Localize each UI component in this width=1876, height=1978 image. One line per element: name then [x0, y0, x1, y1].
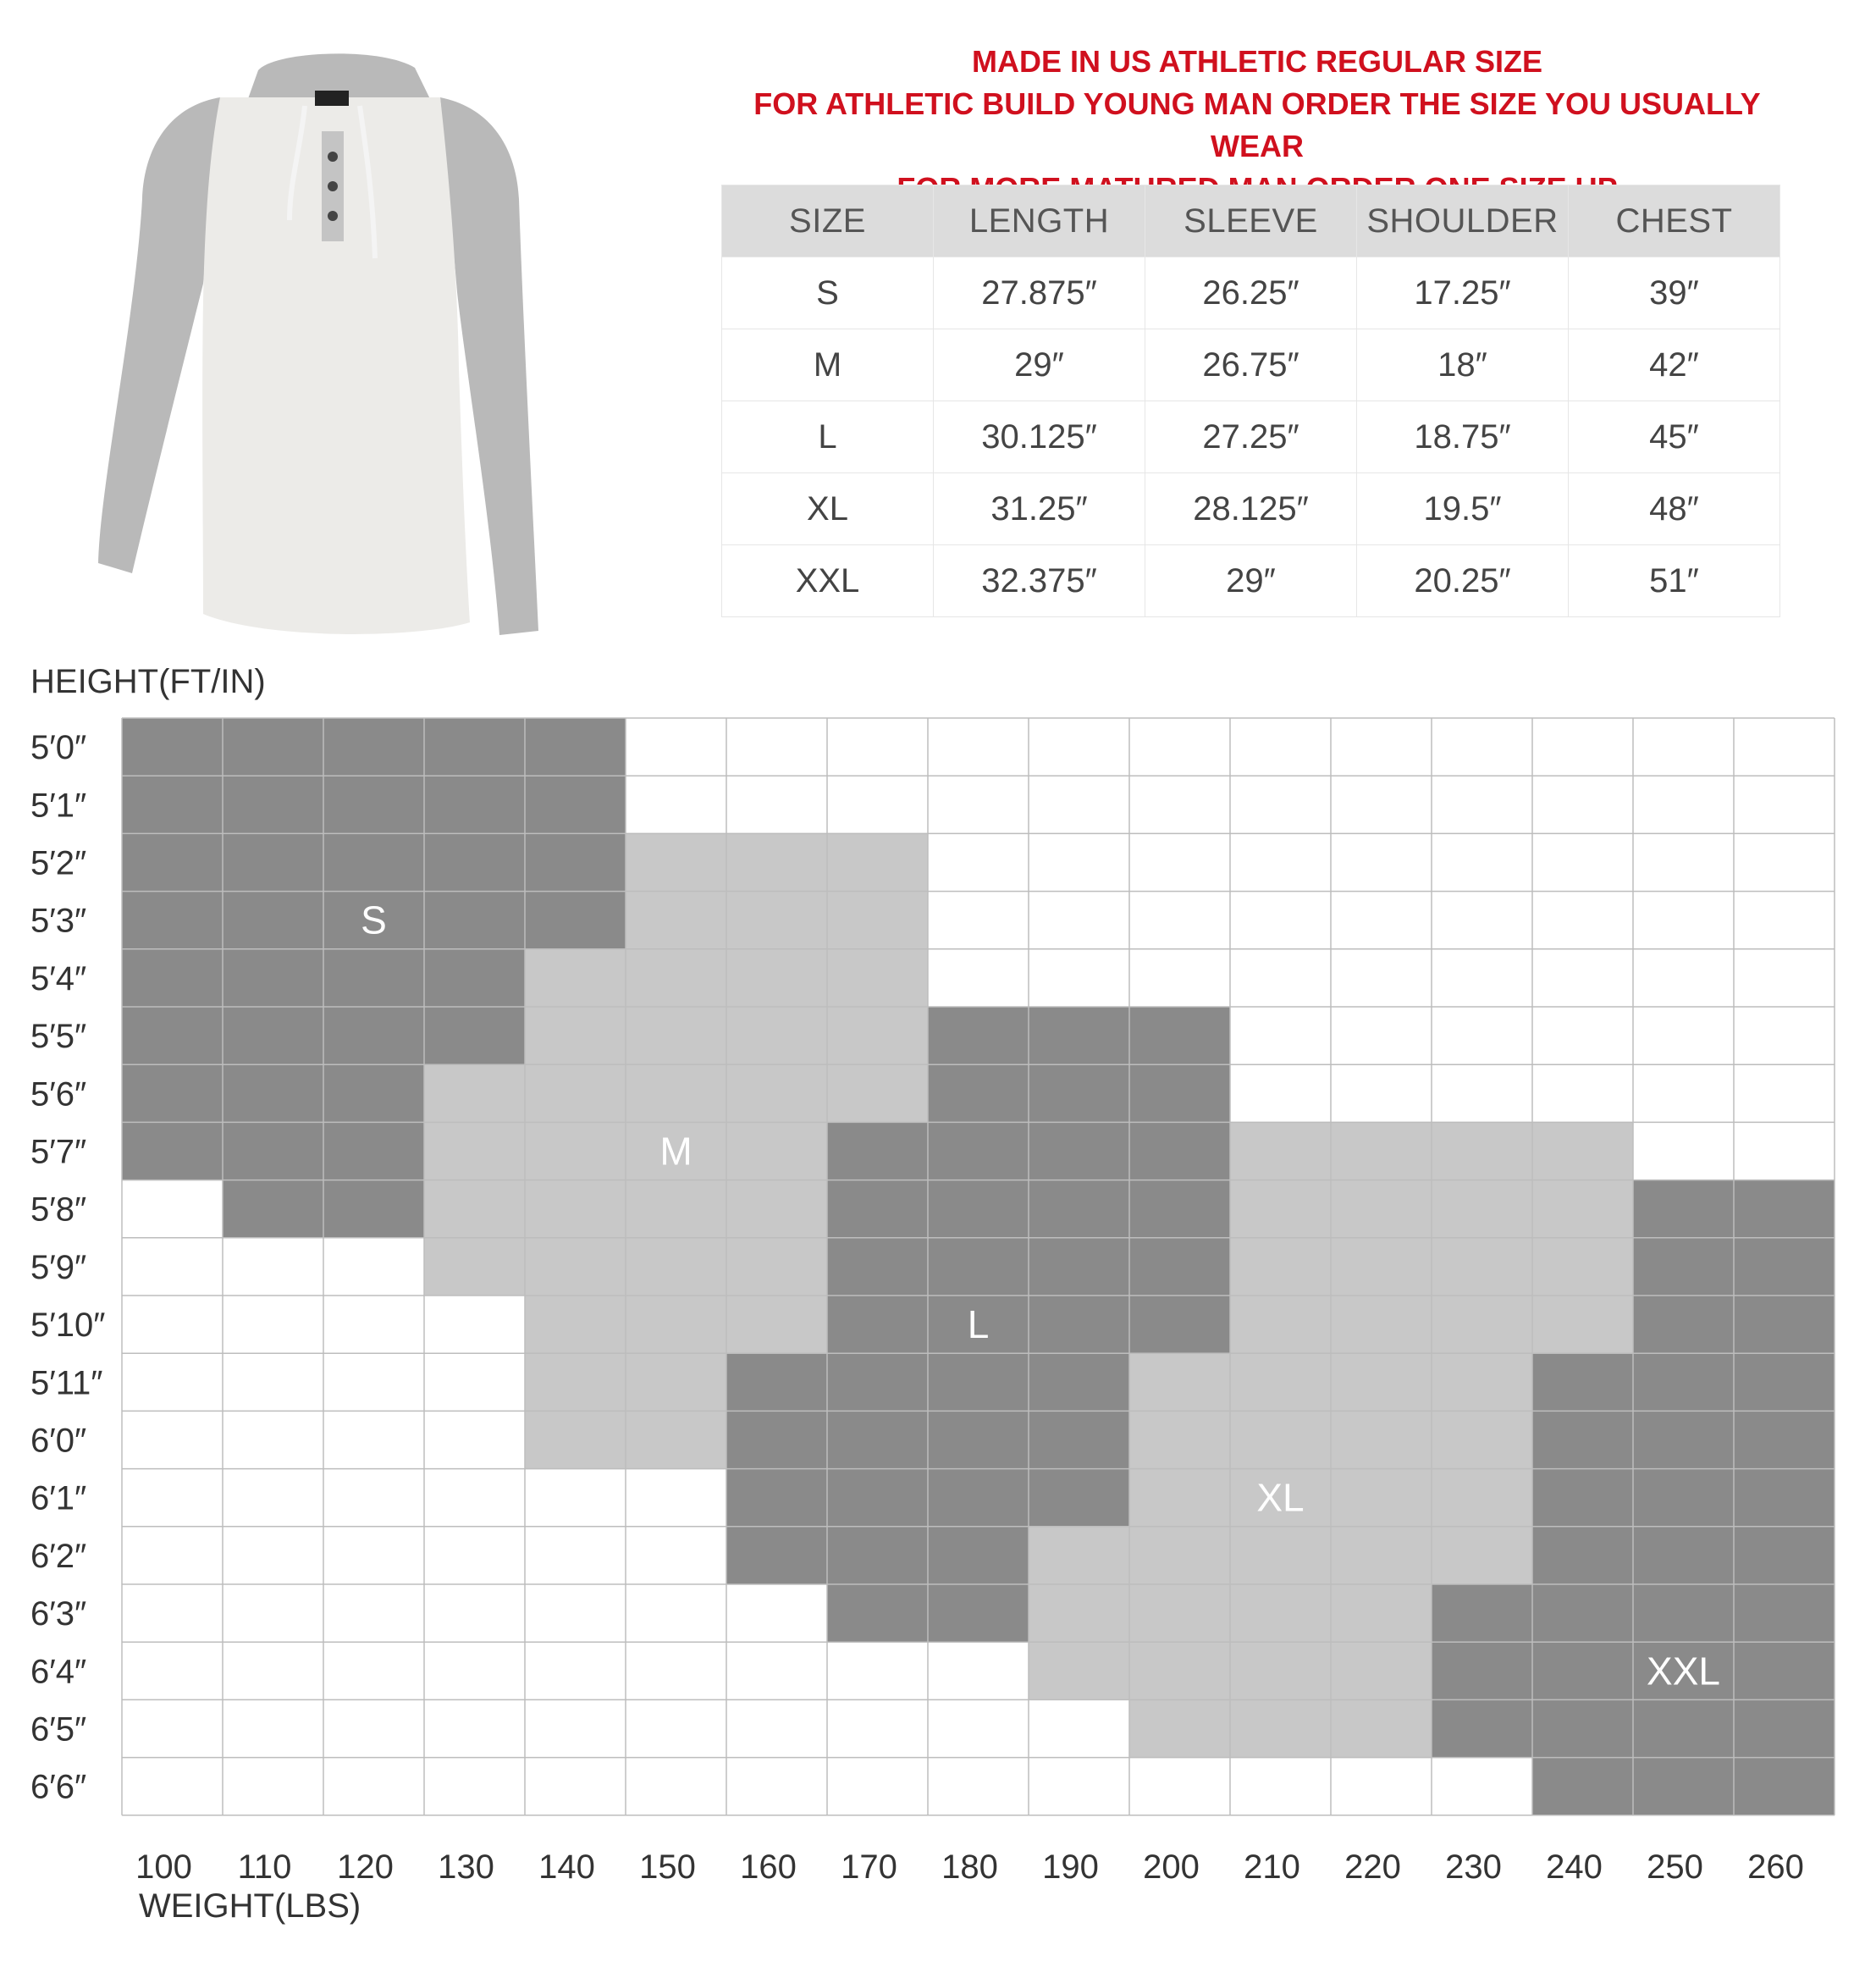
hoodie-illustration — [93, 47, 567, 648]
y-tick-label: 6′0″ — [30, 1422, 87, 1460]
zone-cell-xxl — [1532, 1353, 1835, 1411]
x-tick-label: 160 — [740, 1848, 797, 1886]
x-tick-label: 220 — [1344, 1848, 1401, 1886]
button — [328, 211, 338, 221]
zone-cell-l — [928, 1064, 1230, 1122]
x-axis-title: WEIGHT(LBS) — [139, 1887, 361, 1925]
table-cell: S — [722, 257, 934, 329]
table-cell: 17.25″ — [1357, 257, 1569, 329]
zone-label-m: M — [659, 1129, 692, 1174]
table-cell: XXL — [722, 545, 934, 617]
table-cell: 27.25″ — [1145, 401, 1357, 473]
zone-cell-m — [424, 1064, 928, 1122]
table-cell: 18.75″ — [1357, 401, 1569, 473]
table-cell: 32.375″ — [934, 545, 1145, 617]
table-cell: 45″ — [1569, 401, 1780, 473]
table-cell: 29″ — [1145, 545, 1357, 617]
zone-cell-m — [525, 1296, 827, 1353]
x-tick-label: 150 — [639, 1848, 696, 1886]
table-row — [722, 329, 1780, 401]
y-tick-label: 5′6″ — [30, 1075, 87, 1113]
column-header: SLEEVE — [1145, 185, 1357, 257]
y-tick-label: 5′8″ — [30, 1191, 87, 1229]
y-tick-label: 5′11″ — [30, 1364, 103, 1402]
table-cell: 19.5″ — [1357, 473, 1569, 545]
table-row — [722, 257, 1780, 329]
table-cell: 30.125″ — [934, 401, 1145, 473]
zone-cell-xl — [1129, 1699, 1432, 1757]
table-cell: 48″ — [1569, 473, 1780, 545]
column-header: SHOULDER — [1357, 185, 1569, 257]
headline-line-2: FOR ATHLETIC BUILD YOUNG MAN ORDER THE SIZE YOU USUALLY WEAR — [753, 86, 1761, 163]
y-tick-label: 5′3″ — [30, 902, 87, 940]
y-tick-label: 5′1″ — [30, 787, 87, 825]
table-cell: L — [722, 401, 934, 473]
y-tick-label: 6′1″ — [30, 1479, 87, 1517]
table-cell: M — [722, 329, 934, 401]
zone-cell-xl — [1029, 1527, 1532, 1584]
zone-label-s: S — [361, 898, 387, 942]
table-row — [722, 401, 1780, 473]
table-cell: 27.875″ — [934, 257, 1145, 329]
x-tick-label: 250 — [1647, 1848, 1703, 1886]
x-tick-label: 240 — [1546, 1848, 1603, 1886]
zone-cell-xxl — [1532, 1527, 1835, 1584]
zone-cell-m — [626, 892, 928, 949]
table-row — [722, 473, 1780, 545]
table-cell: 18″ — [1357, 329, 1569, 401]
table-cell: 29″ — [934, 329, 1145, 401]
zone-cell-s — [122, 1122, 424, 1180]
table-cell: 28.125″ — [1145, 473, 1357, 545]
x-tick-label: 190 — [1042, 1848, 1099, 1886]
button — [328, 181, 338, 191]
zone-label-xxl: XXL — [1647, 1649, 1720, 1693]
x-tick-label: 260 — [1747, 1848, 1804, 1886]
y-tick-label: 6′5″ — [30, 1710, 87, 1749]
y-tick-label: 6′3″ — [30, 1595, 87, 1633]
zone-cell-s — [122, 776, 626, 833]
zone-cell-l — [726, 1527, 1029, 1584]
x-tick-label: 100 — [135, 1848, 192, 1886]
zone-cell-s — [122, 718, 626, 776]
x-tick-label: 230 — [1445, 1848, 1502, 1886]
hoodie-product-image — [93, 47, 567, 648]
x-tick-label: 170 — [841, 1848, 897, 1886]
column-header: SIZE — [722, 185, 934, 257]
y-tick-label: 6′4″ — [30, 1653, 87, 1691]
y-tick-label: 5′0″ — [30, 729, 87, 767]
table-cell: 26.75″ — [1145, 329, 1357, 401]
x-tick-label: 110 — [237, 1848, 292, 1886]
zone-cell-l — [928, 1007, 1230, 1064]
neck-label — [315, 91, 349, 106]
table-cell: 20.25″ — [1357, 545, 1569, 617]
y-tick-label: 5′4″ — [30, 959, 87, 997]
button — [328, 152, 338, 162]
table-cell: 51″ — [1569, 545, 1780, 617]
zone-cell-xxl — [1532, 1469, 1835, 1527]
zone-cell-s — [122, 833, 626, 891]
y-tick-label: 5′5″ — [30, 1018, 87, 1056]
x-tick-label: 210 — [1244, 1848, 1300, 1886]
table-cell: XL — [722, 473, 934, 545]
table-cell: 31.25″ — [934, 473, 1145, 545]
y-tick-label: 6′2″ — [30, 1537, 87, 1575]
zone-label-xl: XL — [1256, 1475, 1305, 1520]
x-tick-label: 120 — [337, 1848, 394, 1886]
zone-cell-xxl — [1532, 1411, 1835, 1468]
column-header: LENGTH — [934, 185, 1145, 257]
x-tick-label: 140 — [538, 1848, 595, 1886]
y-tick-label: 5′2″ — [30, 844, 87, 882]
size-fit-chart — [0, 652, 1876, 1978]
left-sleeve — [98, 97, 220, 573]
headline-line-1: MADE IN US ATHLETIC REGULAR SIZE — [972, 44, 1542, 79]
table-row — [722, 545, 1780, 617]
measurement-table — [721, 185, 1780, 617]
y-axis-title: HEIGHT(FT/IN) — [30, 663, 266, 700]
y-tick-label: 5′7″ — [30, 1133, 87, 1171]
table-cell: 42″ — [1569, 329, 1780, 401]
table-cell: 26.25″ — [1145, 257, 1357, 329]
x-tick-label: 130 — [438, 1848, 494, 1886]
zone-label-l: L — [967, 1302, 990, 1347]
zone-cell-xxl — [1532, 1758, 1835, 1815]
y-tick-label: 5′10″ — [30, 1307, 106, 1345]
y-tick-label: 5′9″ — [30, 1248, 87, 1286]
table-cell: 39″ — [1569, 257, 1780, 329]
column-header: CHEST — [1569, 185, 1780, 257]
x-tick-label: 180 — [941, 1848, 998, 1886]
table-header-row — [722, 185, 1780, 257]
zone-cell-s — [122, 1064, 424, 1122]
y-tick-label: 6′6″ — [30, 1768, 87, 1806]
x-tick-label: 200 — [1143, 1848, 1200, 1886]
zone-cell-m — [626, 833, 928, 891]
